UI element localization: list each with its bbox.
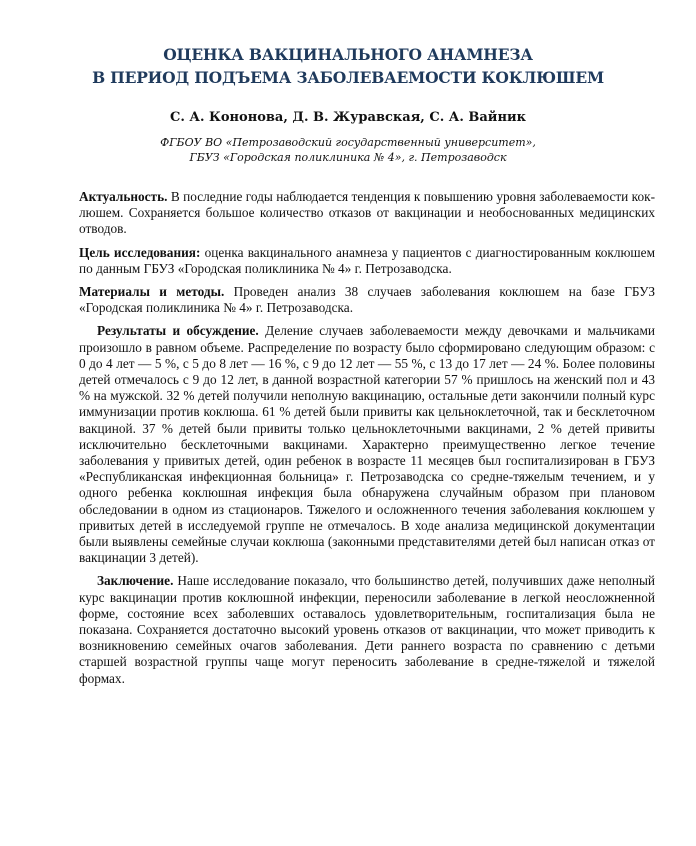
title-line-2: В ПЕРИОД ПОДЪЕМА ЗАБОЛЕВАЕМОСТИ КОКЛЮШЕМ <box>92 68 604 87</box>
affiliation-line-1: ФГБОУ ВО «Петрозаводский государственный университет», <box>160 136 536 149</box>
section-heading: Актуальность. <box>79 189 168 204</box>
section-conclusion <box>79 573 655 686</box>
article-title <box>60 43 636 89</box>
section-heading: Материалы и методы. <box>79 284 225 300</box>
abstract-body <box>79 189 655 694</box>
affiliation <box>60 135 636 165</box>
section-text: Наше исследование показало, что большинство детей, получивших даже неполный курс вакцинации против коклюшной инфекции, переносили заболевание в легкой неосложненной форме, состояние всех заболевших оставалось удовлетворительным, госпитализация была не показана. Сохраняется достаточно высокий уровень отказов от вакцинации, что может приводить к возникновению семейных очагов заболевания. Дети раннего возраста по сравнению с детьми старшей возрастной группы чаще могут переносить заболевание в средне-тяжелой и тяжелой формах. <box>79 573 655 686</box>
section-text: В последние годы наблюдается тенденция к повышению уровня заболеваемости коклюшем. Сохраняется большое количество отказов от вакцинации и необоснованных медицинских отводов. <box>79 189 655 237</box>
section-text: оценка вакцинального анамнеза у пациентов с диагностированным коклюшем по данным ГБУЗ «Городская поликлиника № 4» г. Петрозаводска. <box>79 244 655 276</box>
title-line-1: ОЦЕНКА ВАКЦИНАЛЬНОГО АНАМНЕЗА <box>163 45 533 64</box>
section-heading: Цель исследования: <box>79 244 201 260</box>
section-text: Проведен анализ 38 случаев заболевания коклюшем на базе ГБУЗ «Городская поликлиника № 4» г. Петрозаводска. <box>79 284 655 316</box>
authors: С. А. Кононова, Д. В. Журавская, С. А. Вайник <box>169 110 526 125</box>
affiliation-line-2: ГБУЗ «Городская поликлиника № 4», г. Петрозаводск <box>189 151 507 164</box>
section-heading: Заключение. <box>97 573 174 589</box>
section-methods <box>79 284 655 316</box>
section-results <box>79 323 655 566</box>
section-text: Деление случаев заболеваемости между девочками и мальчиками произошло в равном объеме. Распределение по возрасту было сформировано следующим образом: с 0 до 4 лет — 5 %, с 5 до 8 лет — 16 %, с 9 до 12 лет — 55 %, с 13 до 17 лет — 24 %. Более половины детей отмечалось с 9 до 12 лет, в данной возрастной категории 57 % пришлось на женский пол и 43 % на мужской. 32 % детей получили неполную вакцинацию, остальные дети закончили полный курс иммунизации против коклюша. 61 % детей были привиты как цельноклеточной, так и бесклеточном вакциной. 37 % детей были привиты только цельноклеточными вакцинами, 2 % детей привиты исключительно бесклеточными вакцинами. Характерно преимущественно легкое течение заболевания у привитых детей, один ребенок в возрасте 11 месяцев был госпитализирован в ГБУЗ «Республиканская инфекционная больница» г. Петрозаводска со средне-тяжелым течением, и у одного ребенка коклюшная инфекция была обнаружена случайным образом при плановом обследовании в одном из стационаров. Тяжелого и осложненного течения заболевания коклюшем у привитых детей в исследуемой группе не отмечалось. В ходе анализа медицинской документации были выявлены семейные случаи коклюша (законными представителями детей был написан отказ от вакцинации 3 детей). <box>79 323 655 566</box>
section-relevance <box>79 189 655 238</box>
section-aim <box>79 245 655 277</box>
section-heading: Результаты и обсуждение. <box>97 323 259 339</box>
